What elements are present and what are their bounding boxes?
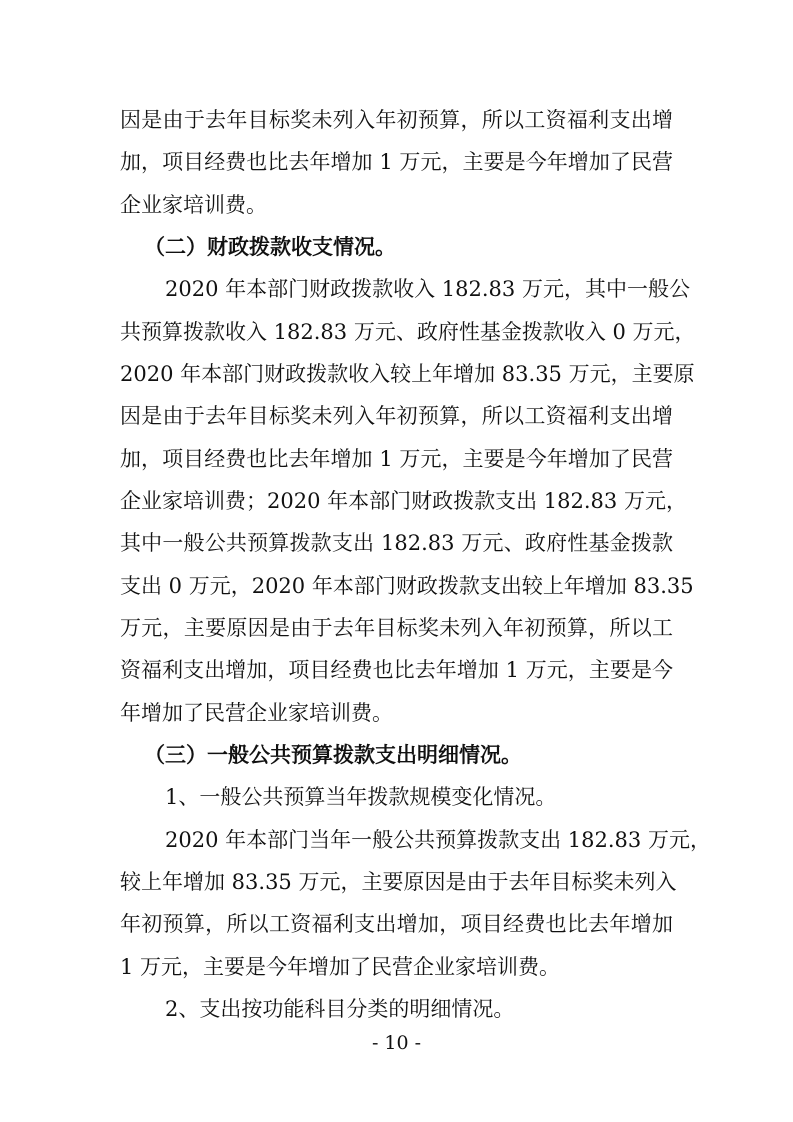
text-line [0, 868, 793, 896]
text-line [0, 826, 793, 854]
line-text: 其中一般公共预算拨款支出 182.83 万元、政府性基金拨款 [120, 531, 673, 555]
line-text: 因是由于去年目标奖未列入年初预算，所以工资福利支出增 [120, 108, 673, 132]
text-line [0, 445, 793, 473]
text-line [0, 402, 793, 430]
line-text: 2、支出按功能科目分类的明细情况。 [165, 997, 515, 1021]
text-line [0, 487, 793, 515]
text-line [0, 148, 793, 176]
line-text: 年初预算，所以工资福利支出增加，项目经费也比去年增加 [120, 912, 673, 936]
line-text: 2020 年本部门财政拨款收入 182.83 万元，其中一般公 [165, 277, 690, 301]
line-text: 2020 年本部门财政拨款收入较上年增加 83.35 万元，主要原 [120, 362, 695, 386]
line-text: 加，项目经费也比去年增加 1 万元，主要是今年增加了民营 [120, 150, 673, 174]
line-text: 支出 0 万元，2020 年本部门财政拨款支出较上年增加 83.35 [120, 574, 694, 598]
text-line [0, 318, 793, 346]
text-line [0, 275, 793, 303]
line-text: 企业家培训费；2020 年本部门财政拨款支出 182.83 万元， [120, 489, 687, 513]
text-line [0, 529, 793, 557]
line-text: 企业家培训费。 [120, 193, 267, 217]
text-line [0, 360, 793, 388]
line-text: 年增加了民营企业家培训费。 [120, 701, 393, 725]
text-line [0, 910, 793, 938]
heading-text: （二）财政拨款收支情况。 [144, 234, 396, 259]
page-number: - 10 - [371, 1032, 422, 1054]
text-line [0, 656, 793, 684]
line-text: 较上年增加 83.35 万元，主要原因是由于去年目标奖未列入 [120, 870, 677, 894]
line-text: 2020 年本部门当年一般公共预算拨款支出 182.83 万元， [165, 828, 711, 852]
line-text: 资福利支出增加，项目经费也比去年增加 1 万元，主要是今 [120, 658, 673, 682]
line-text: 1 万元，主要是今年增加了民营企业家培训费。 [120, 955, 561, 979]
line-text: 万元，主要原因是由于去年目标奖未列入年初预算，所以工 [120, 616, 673, 640]
text-line [0, 106, 793, 134]
line-text: 因是由于去年目标奖未列入年初预算，所以工资福利支出增 [120, 404, 673, 428]
line-text: 1、一般公共预算当年拨款规模变化情况。 [165, 785, 557, 809]
text-line [0, 614, 793, 642]
line-text: 加，项目经费也比去年增加 1 万元，主要是今年增加了民营 [120, 447, 673, 471]
heading-text: （三）一般公共预算拨款支出明细情况。 [144, 742, 522, 767]
text-line [0, 572, 793, 600]
line-text: 共预算拨款收入 182.83 万元、政府性基金拨款收入 0 万元， [120, 320, 696, 344]
